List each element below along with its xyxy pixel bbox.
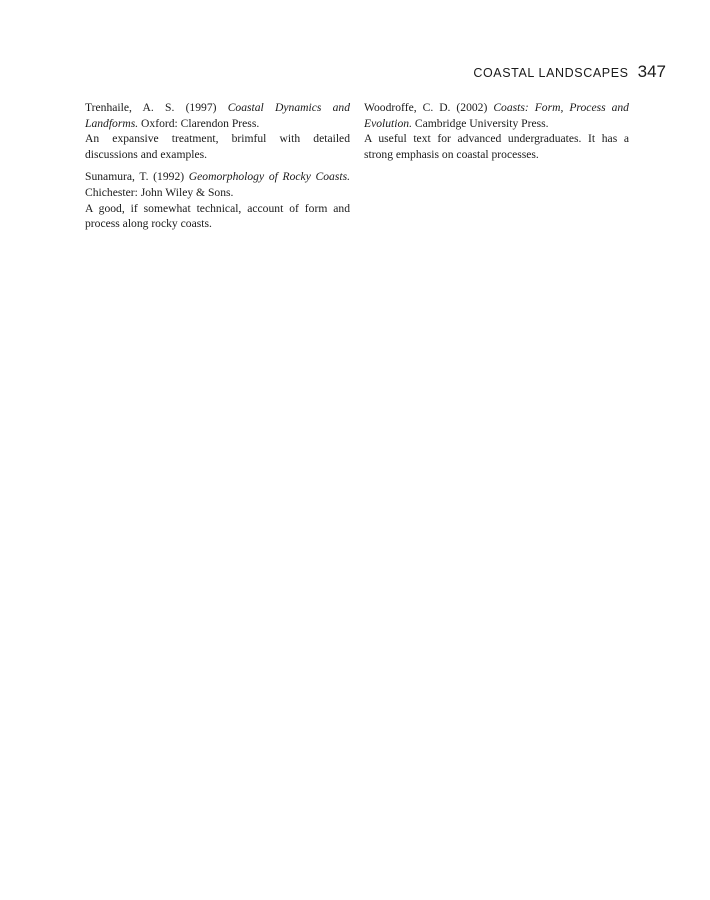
citation-publisher: Cambridge University Press. — [411, 116, 549, 130]
annotation: An expansive treatment, brimful with detailed discussions and examples. — [85, 132, 350, 161]
annotation: A good, if somewhat technical, account of form and process along rocky coasts. — [85, 201, 350, 231]
reading-entry — [85, 169, 350, 231]
citation-author-year: Sunamura, T. (1992) — [85, 170, 189, 184]
citation-author-year: Trenhaile, A. S. (1997) — [85, 101, 228, 114]
reading-entry — [85, 100, 350, 162]
citation — [85, 100, 350, 131]
citation-author-year: Woodroffe, C. D. (2002) — [364, 101, 494, 114]
citation-title: Geomorphology of Rocky Coasts. — [188, 170, 350, 184]
citation-publisher: Oxford: Clarendon Press. — [138, 116, 260, 130]
left-column — [85, 100, 350, 239]
citation-title: Coasts: Form, Process and Evolution. — [364, 101, 629, 130]
citation-title: Coastal Dynamics and Landforms. — [85, 101, 350, 130]
page-number: 347 — [637, 62, 666, 81]
running-head — [473, 62, 666, 82]
reading-entry — [364, 100, 629, 162]
running-title: COASTAL LANDSCAPES — [473, 66, 629, 80]
annotation: A useful text for advanced undergraduates. It has a strong emphasis on coastal processes. — [364, 132, 629, 161]
citation — [364, 100, 629, 131]
citation — [85, 169, 350, 200]
citation-publisher: Chichester: John Wiley & Sons. — [85, 185, 234, 199]
right-column — [364, 100, 629, 169]
